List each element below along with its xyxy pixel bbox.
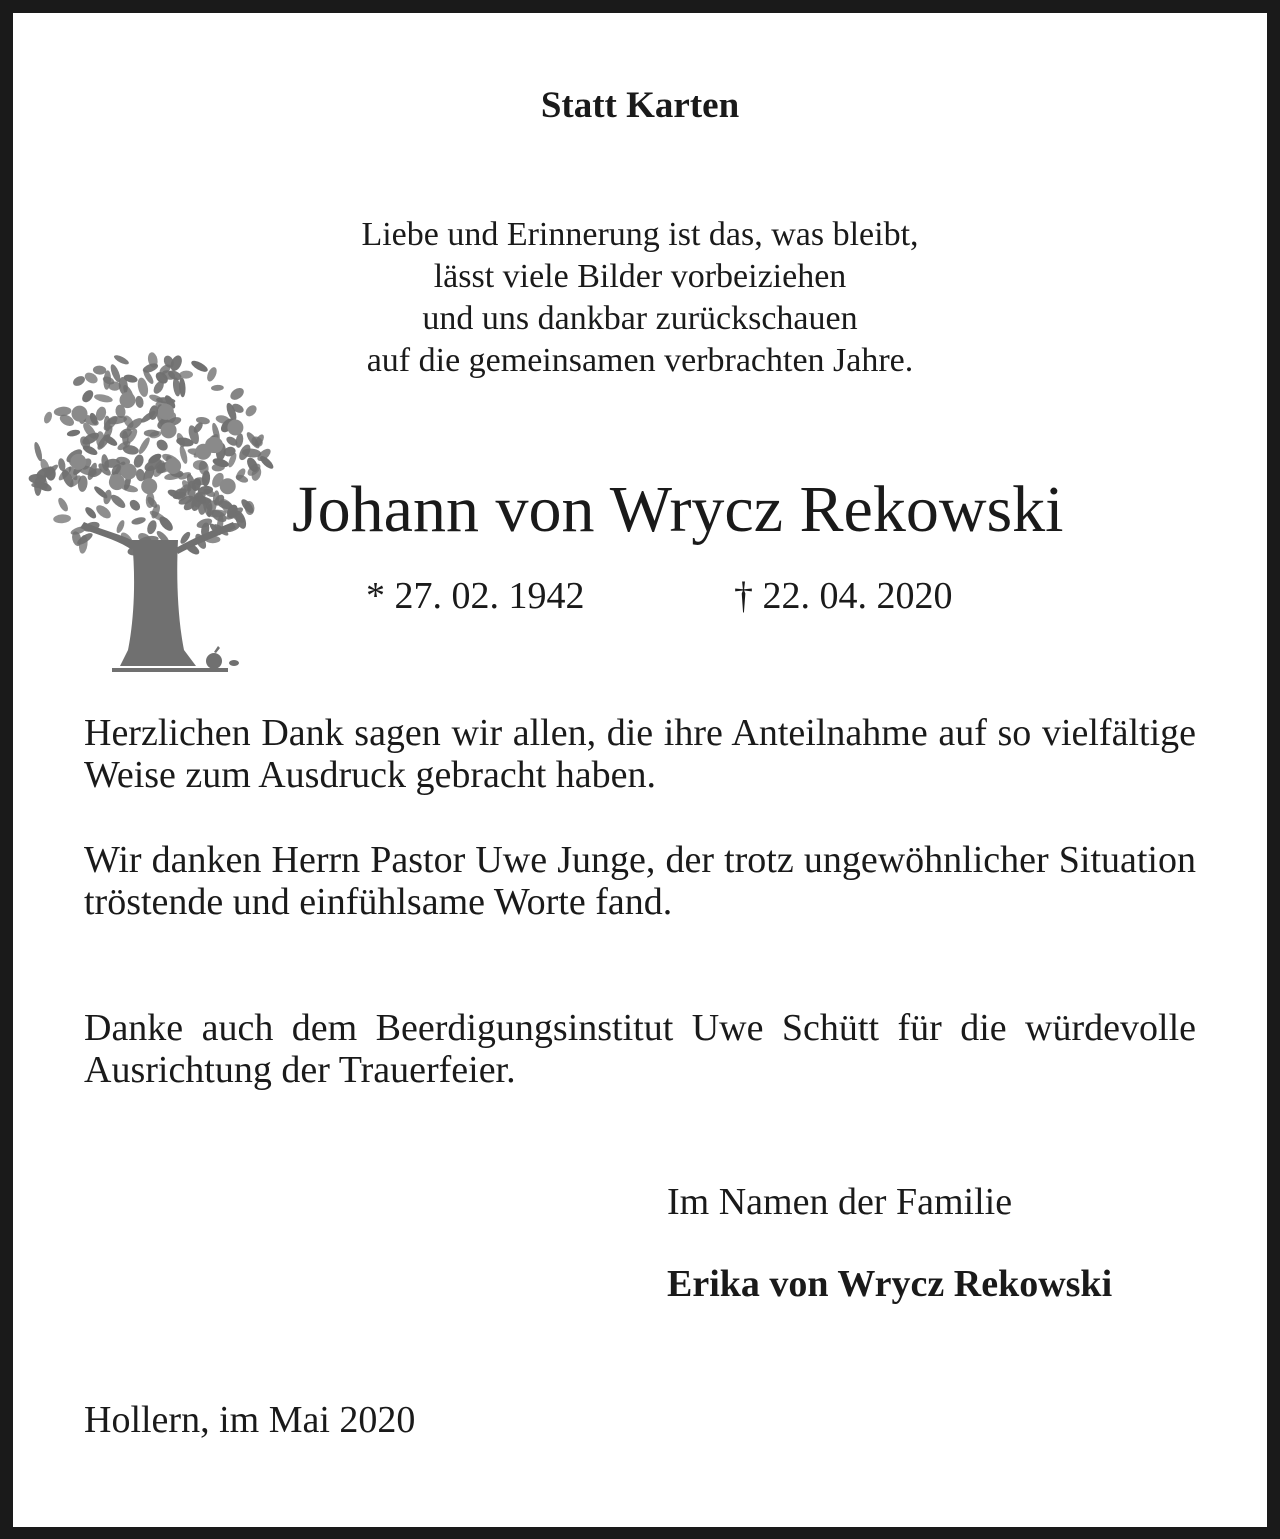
- poem-line: Liebe und Erinnerung ist das, was bleibt,: [361, 216, 919, 253]
- notice-heading: Statt Karten: [540, 85, 740, 126]
- death-date: † 22. 04. 2020: [734, 575, 953, 617]
- poem-line: auf die gemeinsamen verbrachten Jahre.: [366, 342, 914, 379]
- poem-line: lässt viele Bilder vorbeiziehen: [433, 258, 847, 295]
- pastor-paragraph: Wir danken Herrn Pastor Uwe Junge, der trotz ungewöhnlicher Situation tröstende und einfühlsame Worte fand.: [84, 839, 1196, 923]
- poem-line: und uns dankbar zurückschauen: [422, 300, 858, 337]
- place-date: Hollern, im Mai 2020: [84, 1399, 416, 1441]
- birth-date: * 27. 02. 1942: [366, 575, 585, 617]
- signature-name: Erika von Wrycz Rekowski: [667, 1263, 1113, 1305]
- apple-tree-icon: [28, 350, 276, 675]
- signature-closing: Im Namen der Familie: [667, 1181, 1013, 1223]
- funeral-home-paragraph: Danke auch dem Beerdigungsinstitut Uwe Schütt für die würdevolle Ausrichtung der Trauerfeier.: [84, 1007, 1196, 1091]
- deceased-name: Johann von Wrycz Rekowski: [292, 473, 1064, 546]
- thanks-paragraph: Herzlichen Dank sagen wir allen, die ihre Anteilnahme auf so vielfältige Weise zum Ausdruck gebracht haben.: [84, 712, 1196, 796]
